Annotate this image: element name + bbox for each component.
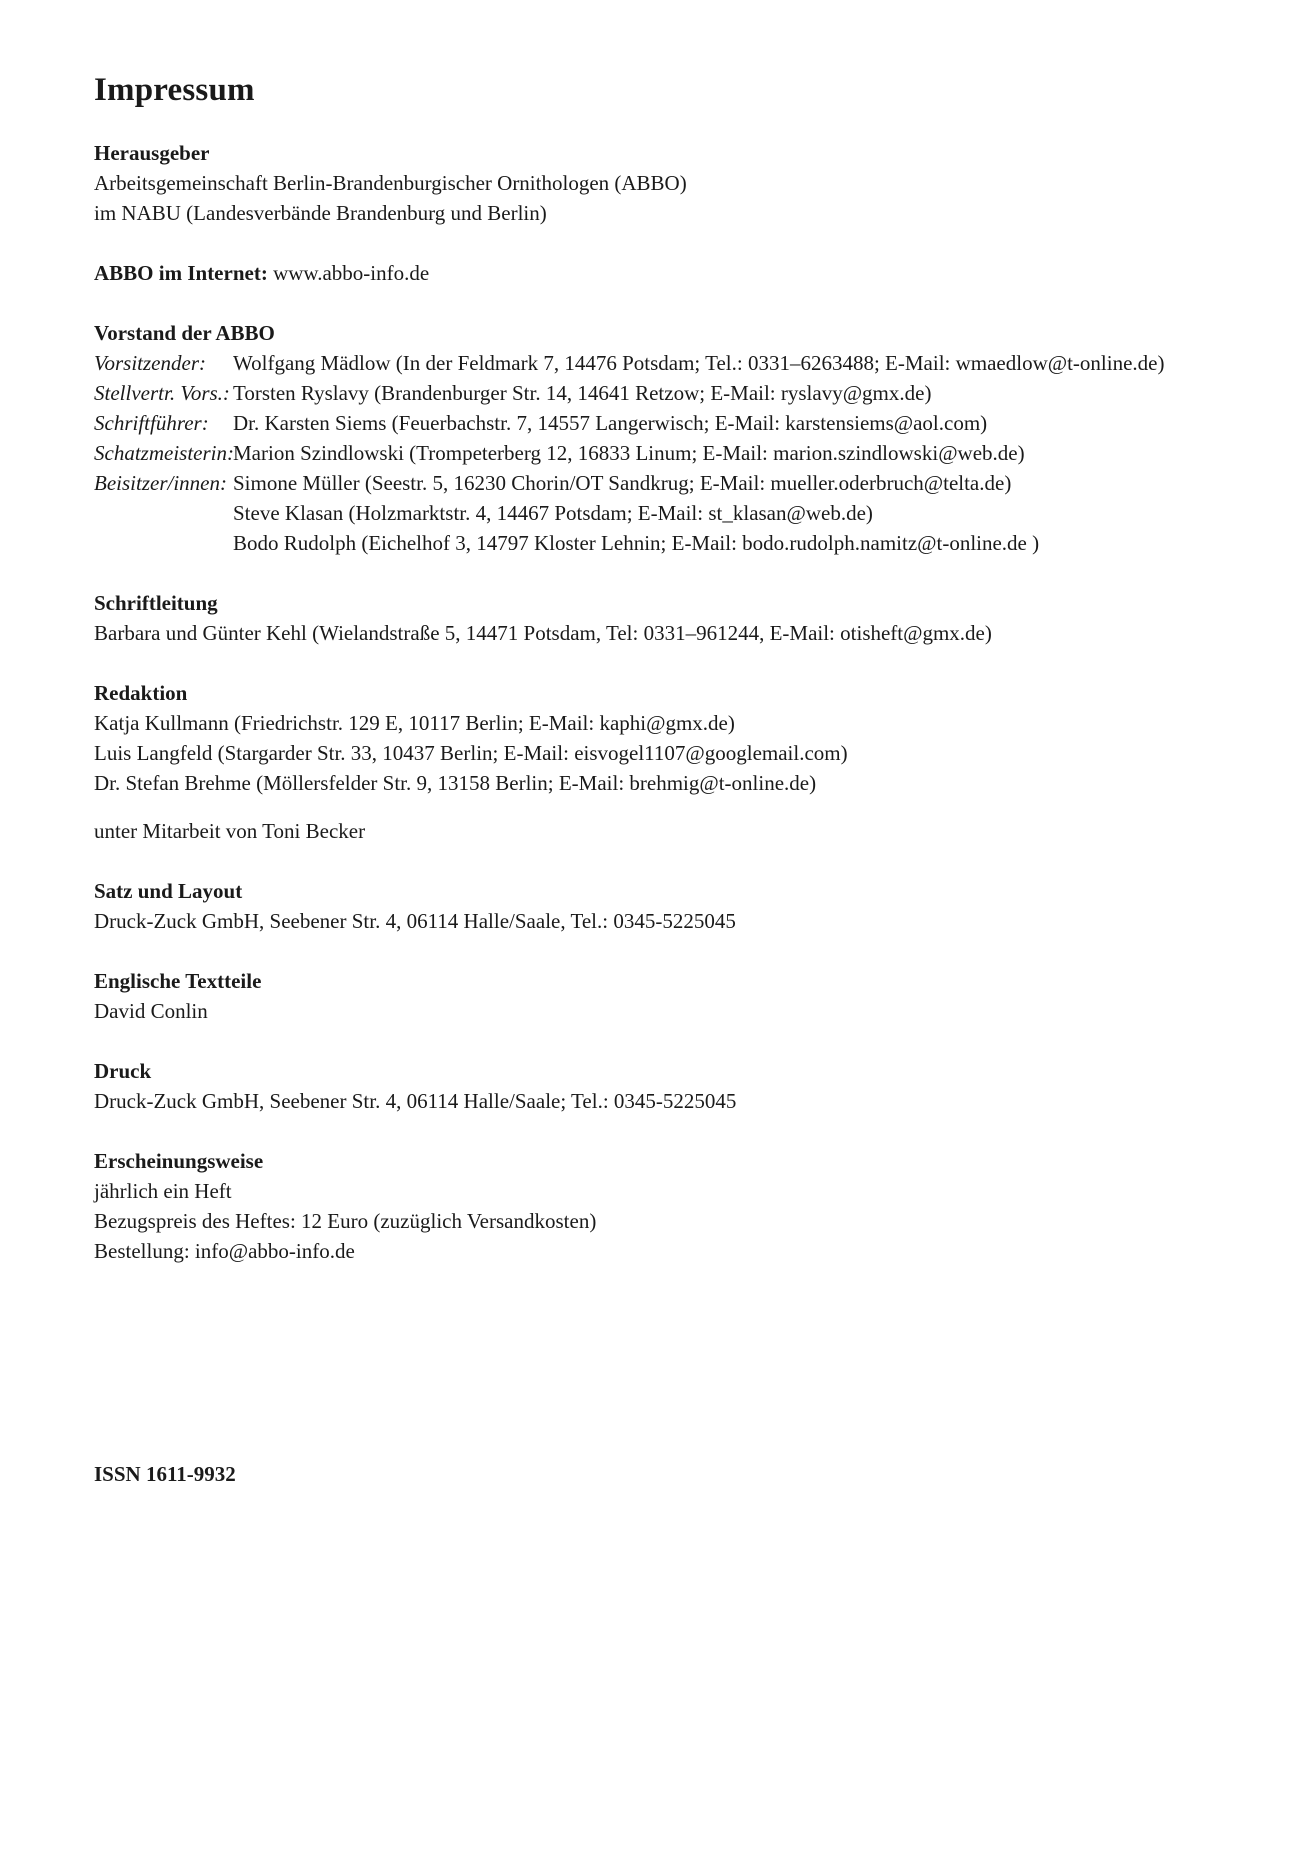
board-row	[94, 348, 1254, 378]
issn-number: ISSN 1611-9932	[94, 1462, 236, 1486]
board-role	[94, 498, 233, 528]
section-englisch	[94, 966, 1254, 1026]
redaktion-line: Luis Langfeld (Stargarder Str. 33, 10437 Berlin; E-Mail: eisvogel1107@googlemail.com)	[94, 741, 848, 765]
board-role: Vorsitzender:	[94, 351, 206, 375]
schriftleitung-line: Barbara und Günter Kehl (Wielandstraße 5, 14471 Potsdam, Tel: 0331–961244, E-Mail: otisheft@gmx.de)	[94, 621, 992, 645]
section-internet	[94, 258, 1254, 288]
englisch-line: David Conlin	[94, 999, 208, 1023]
board-member: Wolfgang Mädlow (In der Feldmark 7, 14476 Potsdam; Tel.: 0331–6263488; E-Mail: wmaedlow@t-online.de)	[233, 351, 1165, 375]
impressum-page	[94, 70, 1254, 1296]
section-heading-erscheinung: Erscheinungsweise	[94, 1149, 264, 1173]
section-vorstand	[94, 318, 1254, 558]
board-row	[94, 468, 1254, 498]
board-row	[94, 378, 1254, 408]
board-role: Beisitzer/innen:	[94, 471, 227, 495]
board-member: Simone Müller (Seestr. 5, 16230 Chorin/OT Sandkrug; E-Mail: mueller.oderbruch@telta.de)	[233, 471, 1012, 495]
section-heading-vorstand: Vorstand der ABBO	[94, 321, 275, 345]
section-heading-druck: Druck	[94, 1059, 152, 1083]
herausgeber-line: Arbeitsgemeinschaft Berlin-Brandenburgischer Ornithologen (ABBO)	[94, 171, 687, 195]
section-redaktion-note	[94, 816, 1254, 846]
internet-url: www.abbo-info.de	[267, 261, 430, 285]
board-member: Marion Szindlowski (Trompeterberg 12, 16833 Linum; E-Mail: marion.szindlowski@web.de)	[233, 441, 1025, 465]
page-title: Impressum	[94, 72, 255, 108]
section-heading-schriftleitung: Schriftleitung	[94, 591, 218, 615]
board-member: Steve Klasan (Holzmarktstr. 4, 14467 Potsdam; E-Mail: st_klasan@web.de)	[233, 501, 873, 525]
internet-label: ABBO im Internet:	[94, 261, 268, 285]
section-satz	[94, 876, 1254, 936]
section-erscheinung	[94, 1146, 1254, 1266]
board-member: Bodo Rudolph (Eichelhof 3, 14797 Kloster Lehnin; E-Mail: bodo.rudolph.namitz@t-online.de )	[233, 531, 1040, 555]
redaktion-line: Katja Kullmann (Friedrichstr. 129 E, 10117 Berlin; E-Mail: kaphi@gmx.de)	[94, 711, 735, 735]
board-row	[94, 528, 1254, 558]
section-herausgeber	[94, 138, 1254, 228]
board-role: Schatzmeisterin:	[94, 441, 234, 465]
board-member: Torsten Ryslavy (Brandenburger Str. 14, 14641 Retzow; E-Mail: ryslavy@gmx.de)	[233, 381, 932, 405]
section-heading-herausgeber: Herausgeber	[94, 141, 210, 165]
board-role: Schriftführer:	[94, 411, 209, 435]
section-redaktion	[94, 678, 1254, 798]
erscheinung-line: Bestellung: info@abbo-info.de	[94, 1239, 355, 1263]
druck-line: Druck-Zuck GmbH, Seebener Str. 4, 06114 Halle/Saale; Tel.: 0345-5225045	[94, 1089, 737, 1113]
board-row	[94, 438, 1254, 468]
section-heading-satz: Satz und Layout	[94, 879, 243, 903]
section-schriftleitung	[94, 588, 1254, 648]
redaktion-note: unter Mitarbeit von Toni Becker	[94, 819, 366, 843]
redaktion-line: Dr. Stefan Brehme (Möllersfelder Str. 9, 13158 Berlin; E-Mail: brehmig@t-online.de)	[94, 771, 817, 795]
board-role: Stellvertr. Vors.:	[94, 381, 230, 405]
section-heading-englisch: Englische Textteile	[94, 969, 262, 993]
satz-line: Druck-Zuck GmbH, Seebener Str. 4, 06114 Halle/Saale, Tel.: 0345-5225045	[94, 909, 736, 933]
section-heading-redaktion: Redaktion	[94, 681, 188, 705]
erscheinung-line: jährlich ein Heft	[94, 1179, 232, 1203]
section-druck	[94, 1056, 1254, 1116]
board-row	[94, 408, 1254, 438]
erscheinung-line: Bezugspreis des Heftes: 12 Euro (zuzüglich Versandkosten)	[94, 1209, 597, 1233]
board-row	[94, 498, 1254, 528]
herausgeber-line: im NABU (Landesverbände Brandenburg und Berlin)	[94, 201, 547, 225]
board-role	[94, 528, 233, 558]
board-member: Dr. Karsten Siems (Feuerbachstr. 7, 14557 Langerwisch; E-Mail: karstensiems@aol.com)	[233, 411, 988, 435]
